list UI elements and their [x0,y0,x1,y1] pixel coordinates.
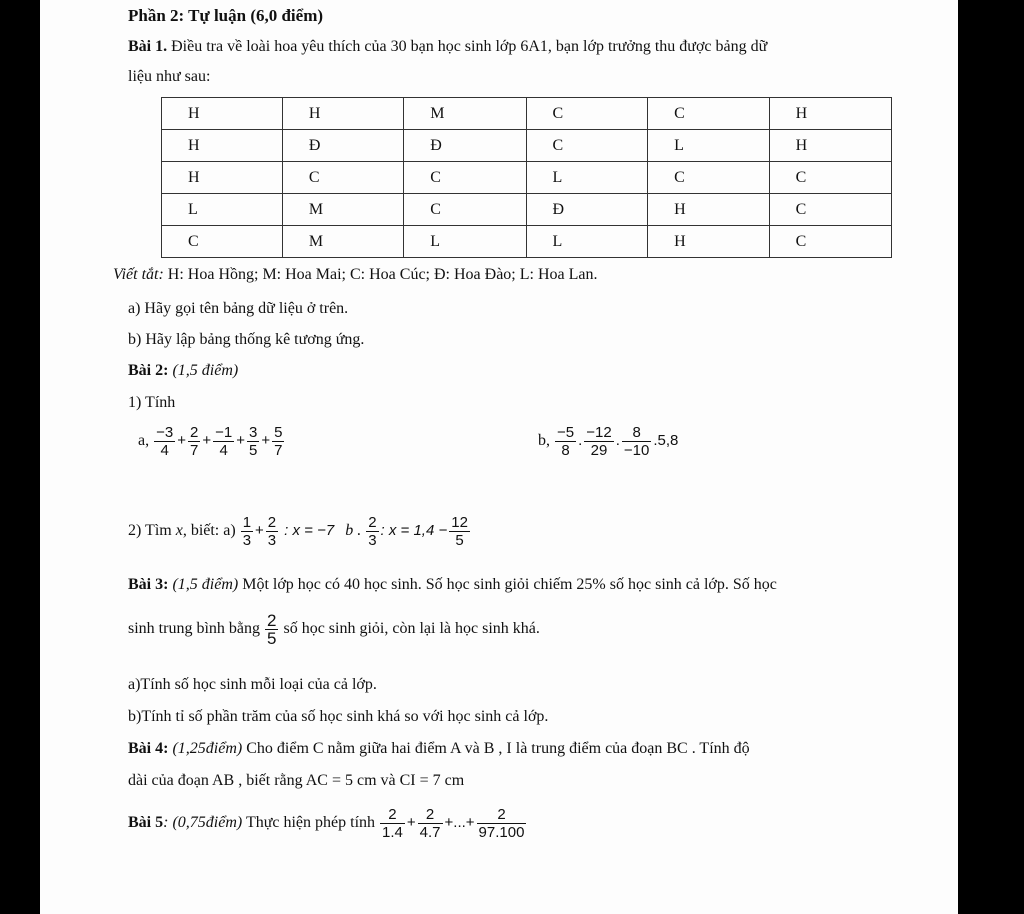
operator: . [578,432,583,450]
bai1-intro-line1: Điều tra về loài hoa yêu thích của 30 bạn học sinh lớp 6A1, bạn lớp trưởng thu được bảng dữ [171,38,768,55]
bai1-intro-line2: liệu như sau: [128,68,211,85]
table-cell: L [162,194,283,226]
document-page [40,0,958,914]
table-cell: C [404,194,526,226]
frac-one-third: $\frac{1}{3}$ [242,514,252,549]
fraction: $\frac{2}{4.7}$ [419,806,441,841]
table-cell: H [162,130,283,162]
fraction: $\frac{3}{5}$ [248,424,258,459]
fraction: $\frac{2}{1.4}$ [382,806,403,841]
bai5-line [128,806,527,841]
table-cell: H [648,226,770,258]
operator: . [615,432,620,450]
abbrev-line [113,266,598,284]
bai2-a-expression [153,424,285,459]
bai1-question-a: a) Hãy gọi tên bảng dữ liệu ở trên. [128,300,349,317]
bai1-question-b: b) Hãy lập bảng thống kê tương ứng. [128,331,365,348]
table-row [162,98,892,130]
fraction: $\frac{5}{7}$ [274,424,283,459]
fraction: $\frac{-3}{4}$ [156,424,174,459]
data-table [161,97,892,258]
table-cell: H [162,98,283,130]
table-cell: C [769,162,891,194]
table-cell: L [526,226,648,258]
bai3-line2-pre: sinh trung bình bằng [128,620,260,638]
abbrev-label: Viết tắt: [113,266,164,283]
eq-b-mid: : x = 1,4 − [380,522,448,540]
operator: +...+ [444,814,475,832]
table-row [162,194,892,226]
bai3-points: (1,5 điểm) [172,576,239,593]
bai2-expr-b [538,424,679,459]
bai2-heading [128,362,238,380]
table-row [162,162,892,194]
bai2-part2-suffix: , biết: a) [182,522,236,540]
frac-two-third: $\frac{2}{3}$ [267,514,277,549]
bai3-line2-post: số học sinh giỏi, còn lại là học sinh khá. [283,620,540,638]
operator: + [261,432,271,450]
bai3-question-b: b)Tính tỉ số phần trăm của số học sinh khá so với học sinh cả lớp. [128,708,549,725]
frac-two-fifth: $\frac{2}{5}$ [267,611,277,648]
bai5-points: : (0,75điểm) [163,814,243,832]
table-cell: H [162,162,283,194]
table-cell: C [526,130,648,162]
bai5-expression [379,806,527,841]
bai3-text1: Một lớp học có 40 học sinh. Số học sinh giỏi chiếm 25% số học sinh cả lớp. Số học [242,576,777,593]
operator: + [236,432,245,450]
table-cell: C [769,226,891,258]
table-cell: M [282,194,403,226]
table-row [162,226,892,258]
bai2-b-expression [554,424,679,459]
bai2-var-x: x [175,522,183,540]
fraction: $\frac{-1}{4}$ [215,424,233,459]
operator: + [177,432,186,450]
bai2-label: Bài 2: [128,362,169,379]
bai3-line2 [128,612,540,647]
bai4-text1: Cho điểm C nằm giữa hai điểm A và B , I là trung điểm của đoạn BC . Tính độ [246,740,750,757]
operator: + [202,432,212,450]
frac-twelve-fifth: $\frac{12}{5}$ [451,514,468,549]
table-cell: L [526,162,648,194]
eq-a-tail: : x = −7 [284,522,335,540]
bai5-label: Bài 5 [128,814,164,832]
bai3-label: Bài 3: [128,576,169,593]
bai4-label: Bài 4: [128,740,169,757]
table-cell: H [769,98,891,130]
table-cell: L [404,226,526,258]
bai4-line1 [128,740,750,758]
table-cell: C [162,226,283,258]
bai2-part1: 1) Tính [128,394,176,411]
bai2-part2: 2) Tìm x, biết: a) $\frac{1}{3}$ + $\frac{2}{3}$ : x = −7 b . $\frac{2}{3}$ : x = 1,4 − $\frac{12}{5}$ [128,514,468,549]
bai1-intro [128,38,767,56]
table-cell: C [769,194,891,226]
frac-two-third-b: $\frac{2}{3}$ [368,514,377,549]
bai2-expr-a [138,424,285,459]
table-cell: M [404,98,526,130]
table-cell: C [526,98,648,130]
table-row [162,130,892,162]
table-cell: Đ [526,194,648,226]
bai2-part2-prefix: 2) Tìm [128,522,172,540]
table-cell: L [648,130,770,162]
bai1-label: Bài 1. [128,38,168,55]
table-cell: Đ [282,130,403,162]
table-cell: C [282,162,403,194]
abbrev-text: H: Hoa Hồng; M: Hoa Mai; C: Hoa Cúc; Đ: Hoa Đào; L: Hoa Lan. [167,266,598,283]
bai2-b-label: b, [538,432,550,450]
bai3-question-a: a)Tính số học sinh mỗi loại của cả lớp. [128,676,377,693]
bai4-points: (1,25điểm) [172,740,243,757]
bai4-line2: dài của đoạn AB , biết rằng AC = 5 cm và CI = 7 cm [128,772,465,789]
table-cell: C [648,162,770,194]
fraction: $\frac{8}{-10}$ [623,424,650,459]
bai2-a-label: a, [138,432,150,450]
bai3-line1 [128,576,777,594]
operator: .5,8 [653,432,679,450]
fraction: $\frac{2}{7}$ [189,424,199,459]
section-title: Phần 2: Tự luận (6,0 điểm) [128,6,324,25]
bai2-points: (1,5 điểm) [172,362,239,379]
table-cell: M [282,226,403,258]
fraction: $\frac{-12}{29}$ [586,424,612,459]
table-cell: H [769,130,891,162]
table-cell: H [282,98,403,130]
fraction: $\frac{2}{97.100}$ [478,806,525,841]
table-cell: C [648,98,770,130]
table-cell: Đ [404,130,526,162]
table-cell: H [648,194,770,226]
table-cell: C [404,162,526,194]
operator: + [406,814,416,832]
bai5-text: Thực hiện phép tính [245,814,376,832]
fraction: $\frac{-5}{8}$ [557,424,575,459]
eq-b-label: b . [345,522,362,540]
